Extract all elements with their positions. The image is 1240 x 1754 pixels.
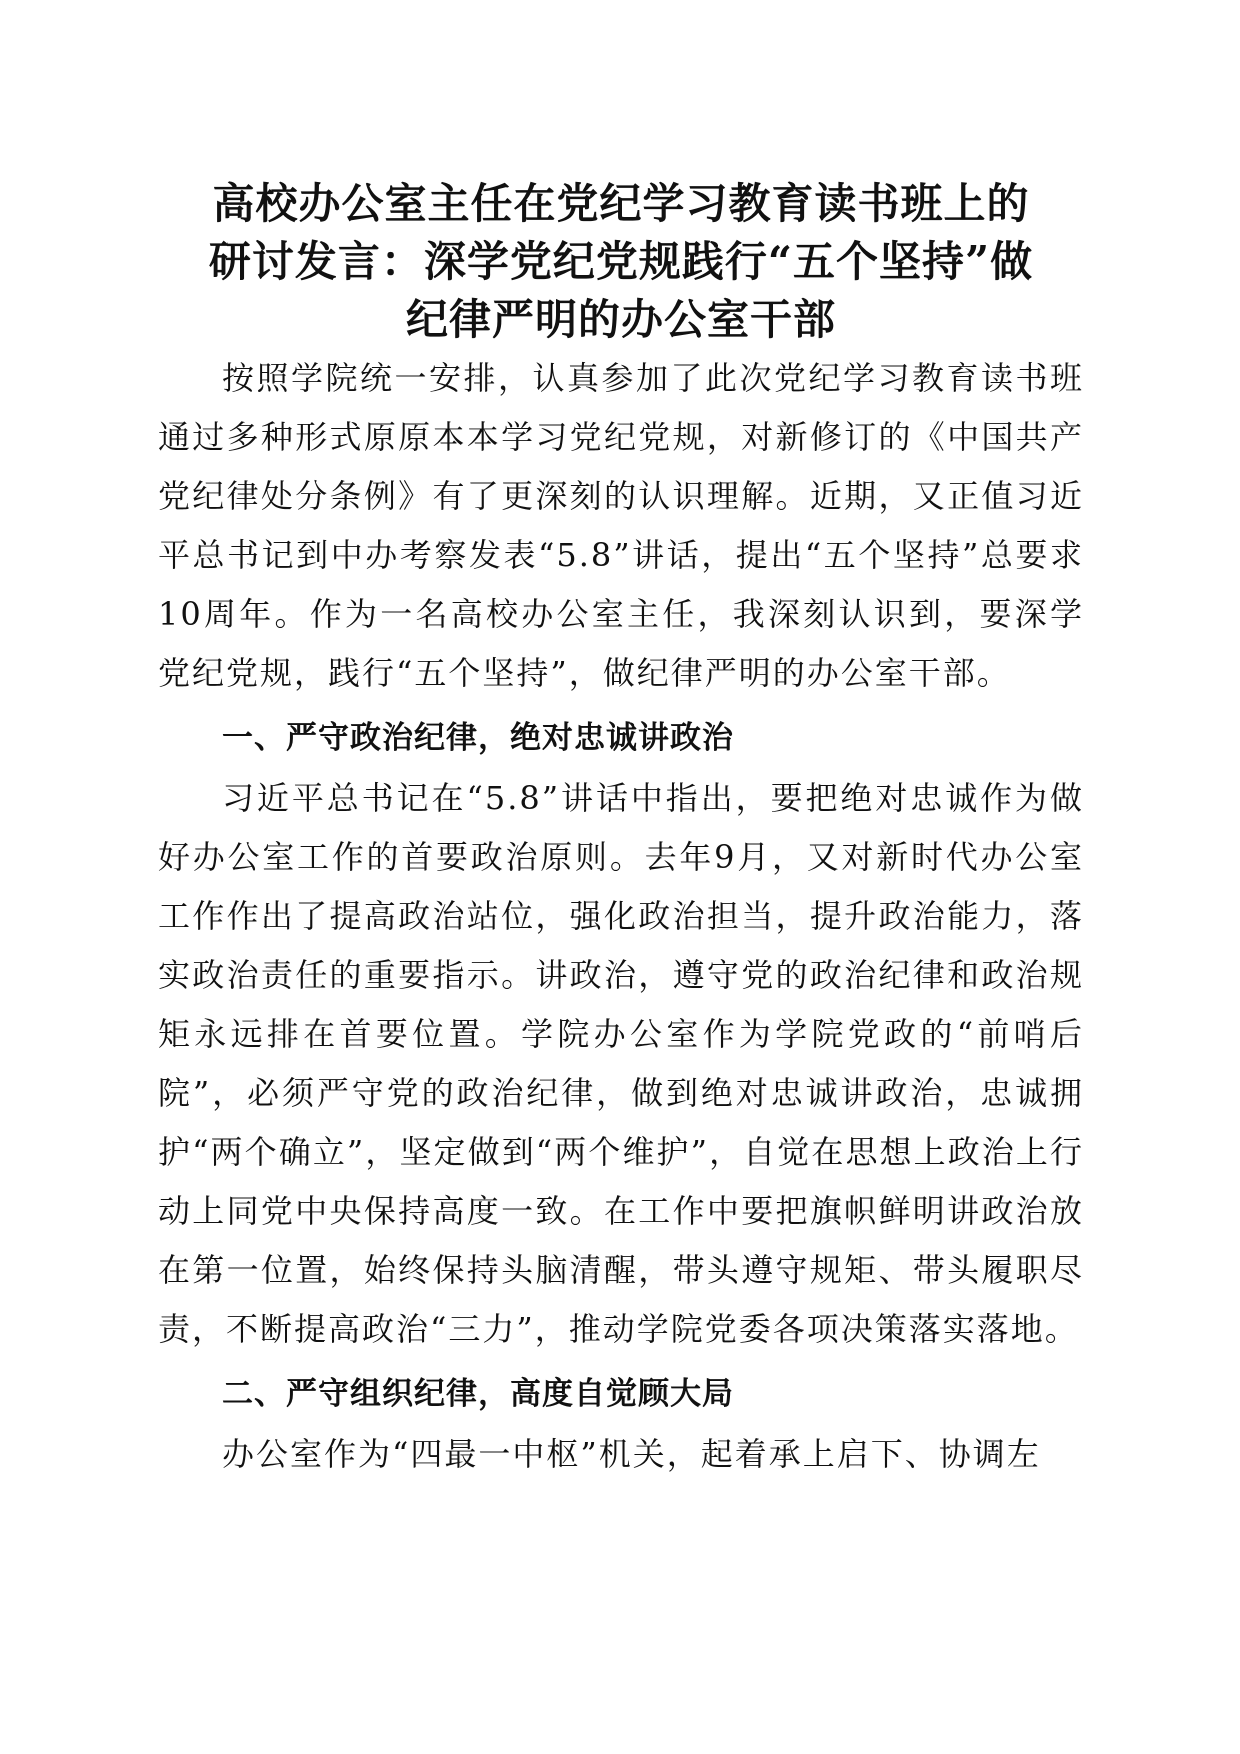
title-line-2: 研讨发言：深学党纪党规践行“五个坚持”做 — [208, 237, 1034, 286]
title-line-3: 纪律严明的办公室干部 — [405, 295, 836, 344]
section-heading-1: 一、严守政治纪律，绝对忠诚讲政治 — [222, 720, 734, 756]
document-page — [158, 175, 1084, 1484]
title-line-1: 高校办公室主任在党纪学习教育读书班上的 — [212, 179, 1030, 228]
intro-paragraph: 按照学院统一安排，认真参加了此次党纪学习教育读书班通过多种形式原原本本学习党纪党规，对新修订的《中国共产党纪律处分条例》有了更深刻的认识理解。近期，又正值习近平总书记到中办考察发表“5.8”讲话，提出“五个坚持”总要求10周年。作为一名高校办公室主任，我深刻认识到，要深学党纪党规，践行“五个坚持”，做纪律严明的办公室干部。 — [158, 359, 1084, 692]
document-title — [158, 175, 1084, 349]
section-1-paragraph: 习近平总书记在“5.8”讲话中指出，要把绝对忠诚作为做好办公室工作的首要政治原则。去年9月，又对新时代办公室工作作出了提高政治站位，强化政治担当，提升政治能力，落实政治责任的重要指示。讲政治，遵守党的政治纪律和政治规矩永远排在首要位置。学院办公室作为学院党政的“前哨后院”，必须严守党的政治纪律，做到绝对忠诚讲政治，忠诚拥护“两个确立”，坚定做到“两个维护”，自觉在思想上政治上行动上同党中央保持高度一致。在工作中要把旗帜鲜明讲政治放在第一位置，始终保持头脑清醒，带头遵守规矩、带头履职尽责，不断提高政治“三力”，推动学院党委各项决策落实落地。 — [158, 779, 1084, 1348]
section-2-paragraph: 办公室作为“四最一中枢”机关，起着承上启下、协调左 — [222, 1435, 1041, 1473]
section-heading-2: 二、严守组织纪律，高度自觉顾大局 — [222, 1376, 734, 1412]
